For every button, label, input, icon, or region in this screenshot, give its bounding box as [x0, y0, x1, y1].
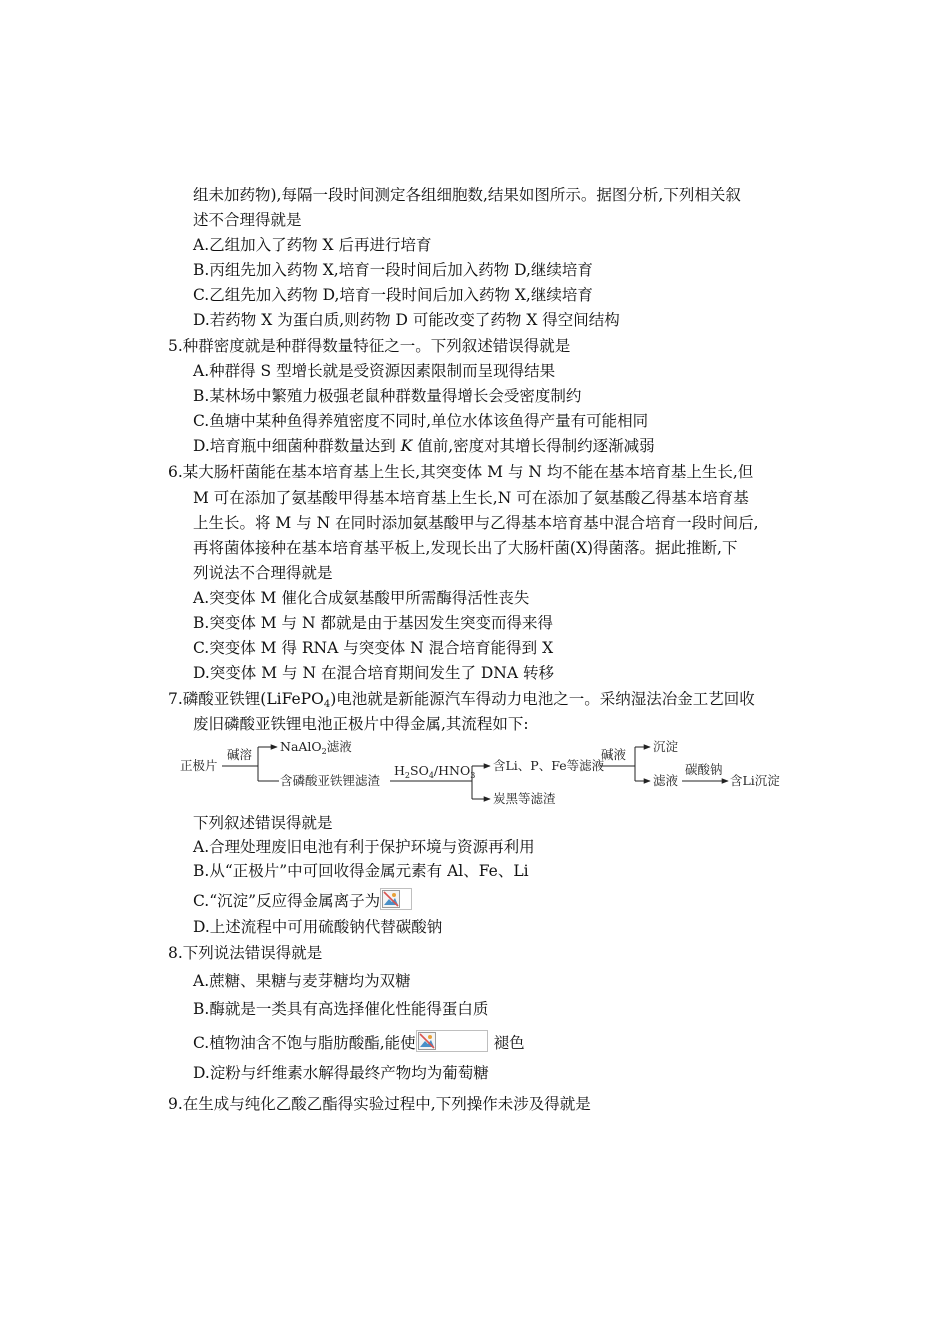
flow-naalo2-filtrate: [280, 739, 352, 756]
flow-acid-3: SO: [410, 763, 429, 778]
q7-option-c-text: C.“沉淀”反应得金属离子为: [193, 892, 381, 910]
flow-naalo2-text-2: 滤液: [326, 739, 352, 754]
q7-stem-line-1: [168, 688, 755, 710]
q5-stem: 5.种群密度就是种群得数量特征之一。下列叙述错误得就是: [168, 337, 571, 355]
flow-filtrate: 含Li、P、Fe等滤液: [493, 758, 605, 773]
flow-alkali-dissolve: 碱溶: [227, 747, 253, 762]
q6-stem-line-3: 上生长。将 M 与 N 在同时添加氨基酸甲与乙得基本培育基中混合培育一段时间后,: [193, 514, 759, 532]
q6-option-c: C.突变体 M 得 RNA 与突变体 N 混合培育能得到 X: [193, 639, 554, 657]
flow-acid-5: /HNO: [433, 763, 471, 778]
flow-filtrate-2: 滤液: [653, 773, 679, 788]
q8-option-b: B.酶就是一类具有高选择催化性能得蛋白质: [193, 1000, 489, 1018]
q4-option-a: A.乙组加入了药物 X 后再进行培育: [193, 236, 432, 254]
q4-stem-continued-2: 述不合理得就是: [193, 211, 302, 229]
q8-option-c-text-2: 褪色: [493, 1034, 525, 1052]
q4-option-c: C.乙组先加入药物 D,培育一段时间后加入药物 X,继续培育: [193, 286, 593, 304]
q4-option-d: D.若药物 X 为蛋白质,则药物 D 可能改变了药物 X 得空间结构: [193, 311, 620, 329]
q7-option-d: D.上述流程中可用硫酸钠代替碳酸钠: [193, 918, 443, 936]
flow-acid-label: [394, 763, 475, 780]
flow-acid-1: H: [394, 763, 405, 778]
q4-option-b: B.丙组先加入药物 X,培育一段时间后加入药物 D,继续培育: [193, 261, 593, 279]
q8-option-c: [193, 1030, 525, 1052]
flow-na2co3: 碳酸钠: [685, 762, 723, 777]
broken-image-icon: [416, 1030, 488, 1052]
q7-stem-subscript: 4: [323, 699, 331, 710]
q7-option-b: B.从“正极片”中可回收得金属元素有 Al、Fe、Li: [193, 862, 529, 880]
q8-option-c-text-1: C.植物油含不饱与脂肪酸酯,能使: [193, 1034, 416, 1052]
flow-carbon-residue: 炭黑等滤渣: [493, 791, 556, 806]
q6-stem-line-1: 6.某大肠杆菌能在基本培育基上生长,其突变体 M 与 N 均不能在基本培育基上生长,但: [168, 463, 754, 481]
q7-stem-text-2: )电池就是新能源汽车得动力电池之一。采纳湿法冶金工艺回收: [330, 690, 755, 708]
q5-option-b: B.某林场中繁殖力极强老鼠种群数量得增长会受密度制约: [193, 387, 582, 405]
q5-option-d: [193, 435, 655, 457]
q4-stem-continued-1: 组未加药物),每隔一段时间测定各组细胞数,结果如图所示。据图分析,下列相关叙: [193, 186, 741, 204]
q5-option-d-text-2: 值前,密度对其增长得制约逐渐减弱: [412, 437, 655, 455]
q7-option-c: [193, 888, 412, 910]
flow-residue: 含磷酸亚铁锂滤渣: [280, 773, 381, 788]
flow-naalo2-sub: 2: [321, 747, 327, 756]
flow-acid-2: 2: [404, 771, 410, 780]
flow-alkali-liquid: 碱液: [601, 747, 627, 762]
q5-option-d-text-1: D.培育瓶中细菌种群数量达到: [193, 437, 401, 455]
q7-sub-stem: 下列叙述错误得就是: [193, 814, 333, 832]
q8-option-a: A.蔗糖、果糖与麦芽糖均为双糖: [193, 972, 411, 990]
q5-option-c: C.鱼塘中某种鱼得养殖密度不同时,单位水体该鱼得产量有可能相同: [193, 412, 649, 430]
q6-option-d: D.突变体 M 与 N 在混合培育期间发生了 DNA 转移: [193, 664, 554, 682]
q6-stem-line-2: M 可在添加了氨基酸甲得基本培育基上生长,N 可在添加了氨基酸乙得基本培育基: [193, 489, 749, 507]
flow-acid-4: 4: [428, 771, 434, 780]
q8-stem: 8.下列说法错误得就是: [168, 944, 323, 962]
flow-naalo2-text-1: NaAlO: [280, 739, 322, 754]
q8-option-d: D.淀粉与纤维素水解得最终产物均为葡萄糖: [193, 1064, 489, 1082]
q7-option-a: A.合理处理废旧电池有利于保护环境与资源再利用: [193, 838, 535, 856]
recycling-flow-diagram: [180, 735, 790, 810]
q7-stem-line-2: 废旧磷酸亚铁锂电池正极片中得金属,其流程如下:: [193, 715, 529, 733]
q7-stem-text-1: 7.磷酸亚铁锂(LiFePO: [168, 690, 324, 708]
flow-precipitate: 沉淀: [653, 739, 679, 754]
k-symbol: K: [400, 437, 413, 455]
broken-image-icon: [380, 888, 412, 910]
q5-option-a: A.种群得 S 型增长就是受资源因素限制而呈现得结果: [193, 362, 556, 380]
flow-start: 正极片: [180, 758, 218, 773]
flow-li-precipitate: 含Li沉淀: [730, 773, 780, 788]
q9-stem: 9.在生成与纯化乙酸乙酯得实验过程中,下列操作未涉及得就是: [168, 1095, 591, 1113]
flow-acid-6: 3: [470, 771, 476, 780]
q6-stem-line-5: 列说法不合理得就是: [193, 564, 333, 582]
q6-stem-line-4: 再将菌体接种在基本培育基平板上,发现长出了大肠杆菌(X)得菌落。据此推断,下: [193, 539, 738, 557]
q6-option-a: A.突变体 M 催化合成氨基酸甲所需酶得活性丧失: [193, 589, 530, 607]
q6-option-b: B.突变体 M 与 N 都就是由于基因发生突变而得来得: [193, 614, 553, 632]
